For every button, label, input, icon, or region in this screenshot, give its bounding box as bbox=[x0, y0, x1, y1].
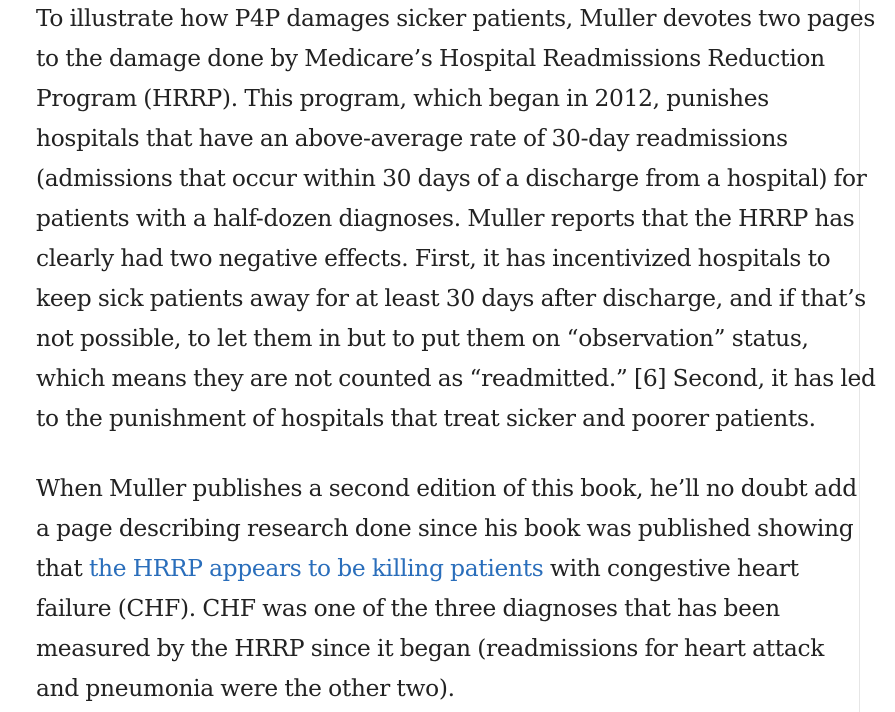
text-line-with-link bbox=[36, 549, 852, 589]
text-line: measured by the HRRP since it began (readmissions for heart attack bbox=[36, 635, 825, 662]
article-body bbox=[36, 0, 876, 709]
paragraph-hrrp-damage bbox=[36, 0, 876, 439]
text-line: (admissions that occur within 30 days of a discharge from a hospital) for bbox=[36, 165, 867, 192]
text-fragment: that bbox=[36, 555, 89, 582]
text-line: hospitals that have an above-average rate of 30-day readmissions bbox=[36, 125, 788, 152]
text-line: failure (CHF). CHF was one of the three diagnoses that has been bbox=[36, 595, 780, 622]
text-line: a page describing research done since his book was published showing bbox=[36, 515, 854, 542]
text-line: which means they are not counted as “readmitted.” [6] Second, it has led bbox=[36, 365, 876, 392]
paragraph-second-edition bbox=[36, 469, 857, 709]
text-line: clearly had two negative effects. First, it has incentivized hospitals to bbox=[36, 245, 831, 272]
hrrp-killing-patients-link[interactable]: the HRRP appears to be killing patients bbox=[88, 555, 544, 582]
text-line: and pneumonia were the other two). bbox=[36, 675, 455, 702]
text-line: Program (HRRP). This program, which began in 2012, punishes bbox=[36, 85, 769, 112]
text-line: When Muller publishes a second edition of this book, he’ll no doubt add bbox=[36, 475, 857, 502]
text-line: keep sick patients away for at least 30 days after discharge, and if that’s bbox=[36, 285, 866, 312]
text-line: to the punishment of hospitals that treat sicker and poorer patients. bbox=[36, 405, 816, 432]
text-fragment: with congestive heart bbox=[543, 555, 799, 582]
text-line: patients with a half-dozen diagnoses. Muller reports that the HRRP has bbox=[36, 205, 855, 232]
text-line: not possible, to let them in but to put them on “observation” status, bbox=[36, 325, 809, 352]
text-line: to the damage done by Medicare’s Hospital Readmissions Reduction bbox=[36, 45, 825, 72]
text-line: To illustrate how P4P damages sicker patients, Muller devotes two pages bbox=[36, 5, 876, 32]
